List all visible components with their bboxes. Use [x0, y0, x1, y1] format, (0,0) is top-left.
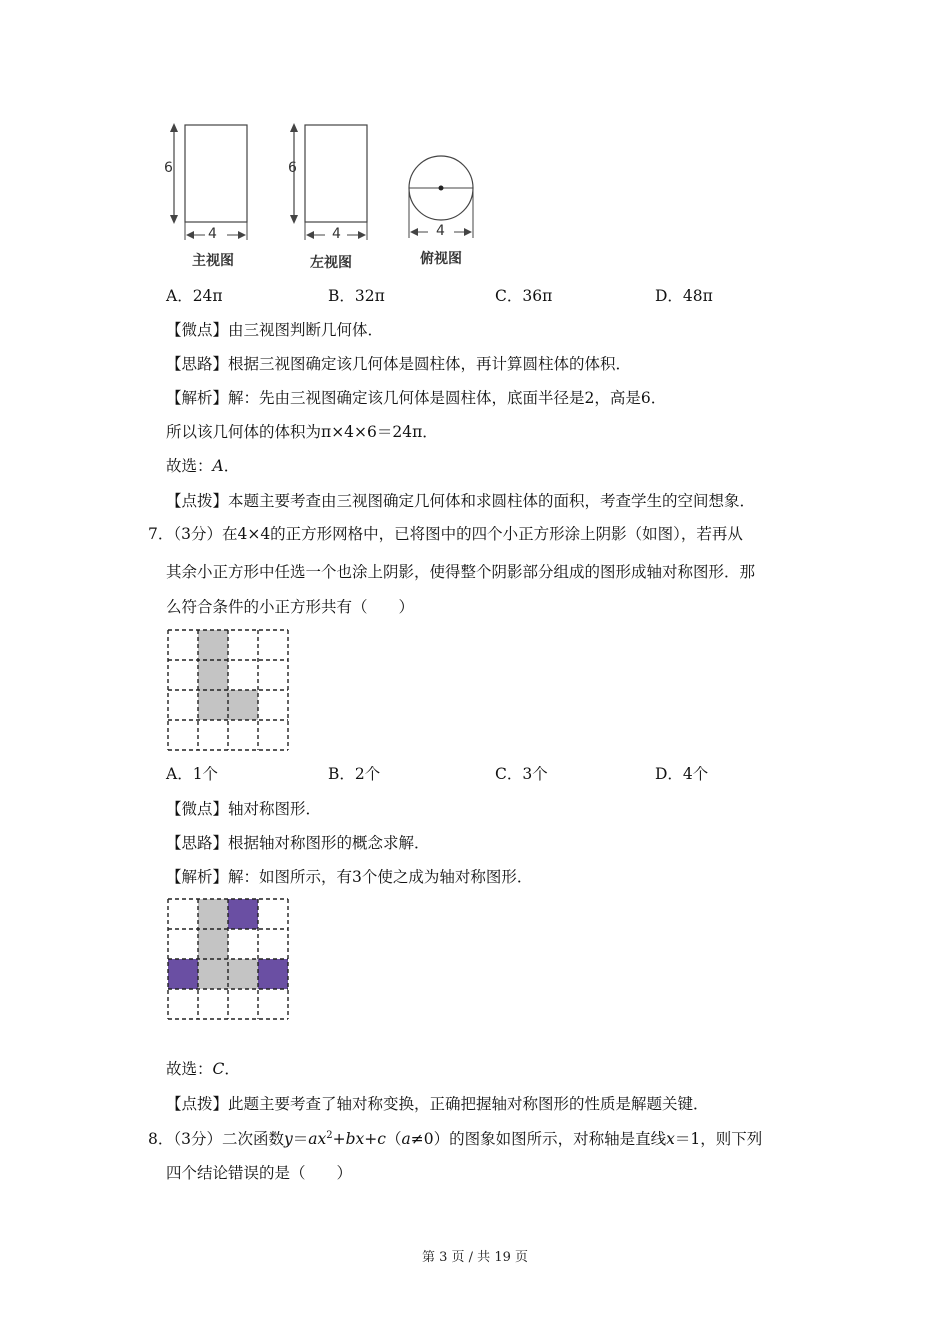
answer-cell [168, 959, 198, 989]
left-view-width: 4 [332, 226, 341, 242]
shaded-cell [228, 959, 258, 989]
q7-option-b: B．2个 [328, 765, 381, 783]
front-view-height: 6 [164, 160, 173, 176]
shaded-cell [198, 690, 228, 720]
q8-stem-line-2: 四个结论错误的是（ ） [166, 1164, 353, 1182]
q6-option-d: D．48π [655, 287, 713, 305]
q6-silu: 【思路】根据三视图确定该几何体是圆柱体，再计算圆柱体的体积． [166, 355, 632, 373]
q7-stem-line-1: 7．（3分）在4×4的正方形网格中，已将图中的四个小正方形涂上阴影（如图），若再从 [148, 525, 743, 543]
front-view [170, 123, 247, 240]
q7-weidian: 【微点】轴对称图形． [166, 800, 322, 818]
q7-answer [166, 1059, 240, 1079]
q8-number: 8．（3分）二次函数 [148, 1130, 284, 1149]
q7-dianbo: 【点拨】此题主要考查了轴对称变换，正确把握轴对称图形的性质是解题关键． [166, 1095, 709, 1113]
q6-answer-prefix: 故选： [166, 457, 213, 475]
q8-cond-rest: ≠0）的图象如图所示，对称轴是直线 [410, 1130, 667, 1149]
q8-axis-x: x [666, 1130, 675, 1149]
q7-option-c: C．3个 [495, 765, 548, 783]
answer-cell [258, 959, 288, 989]
q6-jiexi-1: 【解析】解：先由三视图确定该几何体是圆柱体，底面半径是2，高是6． [166, 389, 667, 407]
q6-answer-letter: A [212, 457, 224, 475]
q7-answer-prefix: 故选： [166, 1060, 213, 1078]
q7-option-a: A．1个 [166, 765, 219, 783]
q6-dianbo: 【点拨】本题主要考查由三视图确定几何体和求圆柱体的面积，考查学生的空间想象． [166, 492, 756, 510]
left-view [290, 123, 367, 240]
q8-axis-rest: ＝1，则下列 [674, 1130, 763, 1149]
shaded-cell [198, 899, 228, 929]
q7-question-grid [166, 628, 290, 752]
q6-answer-suffix: ． [223, 457, 240, 475]
shaded-cell [198, 630, 228, 660]
q8-eq-plus1: + [332, 1130, 346, 1149]
q7-stem-line-3: 么符合条件的小正方形共有（ ） [166, 598, 415, 616]
q6-answer [166, 456, 239, 476]
left-view-height: 6 [288, 160, 297, 176]
q8-eq-ax: ax [308, 1130, 327, 1149]
q7-option-d: D．4个 [655, 765, 709, 783]
q8-eq-c: c [377, 1130, 386, 1149]
shaded-cell [198, 929, 228, 959]
shaded-cell [198, 959, 228, 989]
front-view-label: 主视图 [192, 253, 234, 269]
q7-answer-suffix: ． [224, 1060, 240, 1078]
q8-stem-line-1 [148, 1126, 762, 1149]
q6-option-a: A．24π [166, 287, 223, 305]
front-view-width: 4 [208, 226, 217, 242]
q8-eq-bx: bx [345, 1130, 365, 1149]
q7-stem-line-2: 其余小正方形中任选一个也涂上阴影，使得整个阴影部分组成的图形成轴对称图形．那 [166, 563, 756, 581]
q7-jiexi: 【解析】解：如图所示，有3个使之成为轴对称图形． [166, 868, 533, 886]
shaded-cell [228, 690, 258, 720]
q8-eq-equals: ＝ [292, 1130, 309, 1149]
q7-silu: 【思路】根据轴对称图形的概念求解． [166, 834, 430, 852]
top-view-width: 4 [436, 223, 445, 239]
q8-eq-sup: 2 [326, 1130, 333, 1141]
q7-answer-grid [166, 897, 290, 1021]
q6-jiexi-2: 所以该几何体的体积为π×4×6＝24π． [166, 423, 438, 441]
q8-cond-a: a [401, 1130, 411, 1149]
left-view-label: 左视图 [310, 255, 352, 271]
q8-cond-open: （ [385, 1130, 402, 1149]
q6-option-b: B．32π [328, 287, 385, 305]
q6-weidian: 【微点】由三视图判断几何体． [166, 321, 384, 339]
q7-answer-letter: C [212, 1060, 225, 1078]
q8-eq-plus2: + [364, 1130, 378, 1149]
top-view-label: 俯视图 [420, 251, 462, 267]
q6-option-c: C．36π [495, 287, 553, 305]
shaded-cell [198, 660, 228, 690]
page-footer: 第 3 页 / 共 19 页 [422, 1250, 528, 1265]
answer-cell [228, 899, 258, 929]
q8-eq-y: y [283, 1130, 293, 1149]
